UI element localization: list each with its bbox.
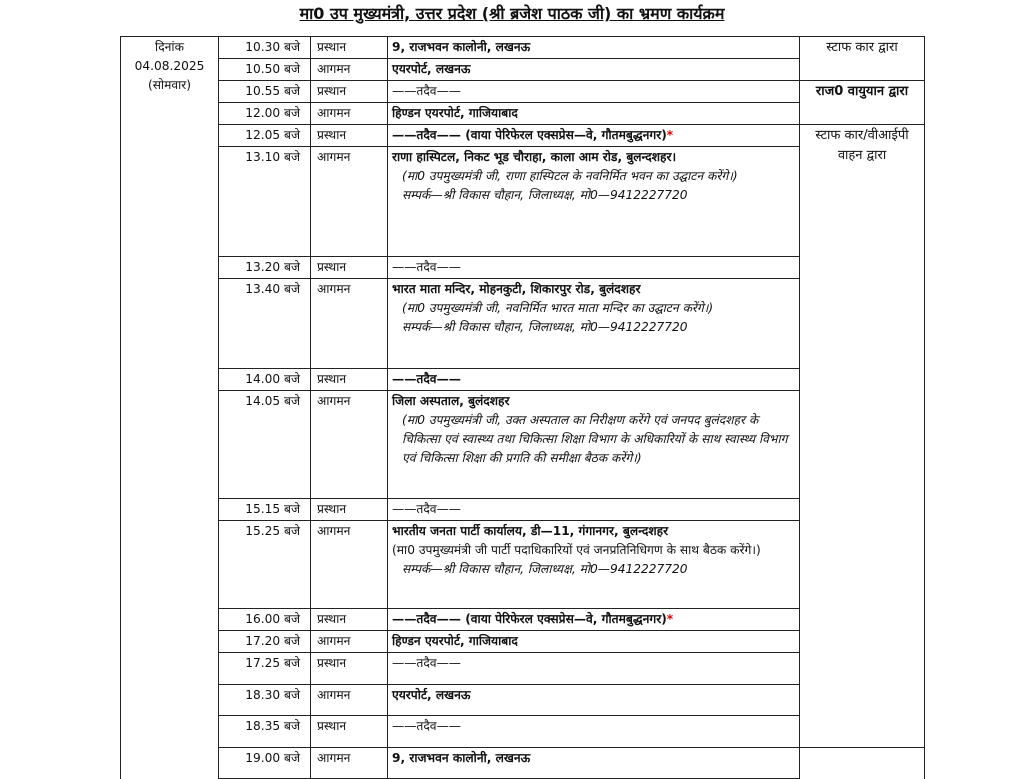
place-cell: [388, 716, 800, 748]
time-cell: 15.15 बजे: [219, 499, 311, 521]
time-cell: 10.30 बजे: [219, 37, 311, 59]
place-cell: [388, 499, 800, 521]
event-note: (मा0 उपमुख्यमंत्री जी, नवनिर्मित भारत माता मन्दिर का उद्घाटन करेंगे।): [402, 301, 714, 315]
date-cell: [121, 37, 219, 779]
type-cell: आगमन: [311, 103, 388, 125]
time-cell: 10.50 बजे: [219, 59, 311, 81]
place-cell: [388, 59, 800, 81]
type-cell: प्रस्थान: [311, 257, 388, 279]
type-cell: आगमन: [311, 747, 388, 779]
type-cell: प्रस्थान: [311, 653, 388, 685]
table-row: [121, 81, 925, 103]
time-cell: 10.55 बजे: [219, 81, 311, 103]
place-text: ——तदैव——: [392, 372, 461, 386]
place-cell: [388, 81, 800, 103]
type-cell: आगमन: [311, 279, 388, 369]
place-text: राणा हास्पिटल, निकट भूड चौराहा, काला आम रोड, बुलन्दशहर।: [392, 150, 677, 164]
place-text: ——तदैव——: [392, 84, 461, 98]
time-cell: 13.10 बजे: [219, 147, 311, 257]
time-cell: 13.40 बजे: [219, 279, 311, 369]
place-cell: [388, 521, 800, 609]
place-cell: [388, 125, 800, 147]
place-cell: [388, 747, 800, 779]
time-cell: 14.05 बजे: [219, 391, 311, 499]
place-cell: [388, 391, 800, 499]
place-text: हिण्डन एयरपोर्ट, गाजियाबाद: [392, 106, 518, 120]
date-value: 04.08.2025: [134, 59, 205, 73]
place-cell: [388, 257, 800, 279]
time-cell: 14.00 बजे: [219, 369, 311, 391]
place-text: एयरपोर्ट, लखनऊ: [392, 62, 471, 76]
itinerary-table: [120, 36, 925, 779]
place-text: 9, राजभवन कालोनी, लखनऊ: [392, 40, 531, 54]
time-cell: 17.20 बजे: [219, 631, 311, 653]
place-cell: [388, 279, 800, 369]
table-row: [121, 125, 925, 147]
table-row: [121, 747, 925, 779]
type-cell: प्रस्थान: [311, 37, 388, 59]
type-cell: आगमन: [311, 521, 388, 609]
type-cell: प्रस्थान: [311, 716, 388, 748]
place-cell: [388, 653, 800, 685]
time-cell: 12.05 बजे: [219, 125, 311, 147]
place-text: ——तदैव——: [392, 719, 461, 733]
place-text: ——तदैव—— (वाया पेरिफेरल एक्सप्रेस—वे, गौतमबुद्धनगर): [392, 128, 667, 142]
time-cell: 12.00 बजे: [219, 103, 311, 125]
place-cell: [388, 631, 800, 653]
place-cell: [388, 369, 800, 391]
place-text: ——तदैव——: [392, 502, 461, 516]
contact-text: सम्पर्क—श्री विकास चौहान, जिलाध्यक्ष, मो0—9412227720: [402, 320, 688, 334]
type-cell: प्रस्थान: [311, 369, 388, 391]
time-cell: 17.25 बजे: [219, 653, 311, 685]
type-cell: आगमन: [311, 59, 388, 81]
place-text: जिला अस्पताल, बुलंदशहर: [392, 394, 510, 408]
place-text: भारतीय जनता पार्टी कार्यालय, डी—11, गंगानगर, बुलन्दशहर: [392, 524, 669, 538]
place-cell: [388, 609, 800, 631]
time-cell: 19.00 बजे: [219, 747, 311, 779]
type-cell: प्रस्थान: [311, 609, 388, 631]
type-cell: आगमन: [311, 631, 388, 653]
asterisk-mark: *: [666, 612, 674, 626]
type-cell: प्रस्थान: [311, 81, 388, 103]
place-text: ——तदैव——: [392, 260, 461, 274]
event-note: (मा0 उपमुख्यमंत्री जी, राणा हास्पिटल के नवनिर्मित भवन का उद्घाटन करेंगे।): [402, 169, 738, 183]
type-cell: आगमन: [311, 684, 388, 716]
event-note: (मा0 उपमुख्यमंत्री जी, उक्त अस्पताल का निरीक्षण करेंगे एवं जनपद बुलंदशहर के चिकित्सा एवं स्वास्थ्य तथा चिकित्सा शिक्षा विभाग के अधिकारियों के साथ स्वास्थ्य विभाग एवं चिकित्सा शिक्षा की प्रगति की समीक्षा बैठक करेंगे।): [402, 413, 788, 465]
time-cell: 18.35 बजे: [219, 716, 311, 748]
place-text: ——तदैव——: [392, 656, 461, 670]
place-text: भारत माता मन्दिर, मोहनकुटी, शिकारपुर रोड, बुलंदशहर: [392, 282, 641, 296]
time-cell: 13.20 बजे: [219, 257, 311, 279]
event-note: (मा0 उपमुख्यमंत्री जी पार्टी पदाधिकारियों एवं जनप्रतिनिधिगण के साथ बैठक करेंगे।): [392, 543, 761, 557]
time-cell: 15.25 बजे: [219, 521, 311, 609]
transport-cell: राज0 वायुयान द्वारा: [800, 81, 925, 125]
contact-text: सम्पर्क—श्री विकास चौहान, जिलाध्यक्ष, मो0—9412227720: [402, 188, 688, 202]
transport-cell: स्टाफ कार/वीआईपी वाहन द्वारा: [800, 125, 925, 748]
type-cell: प्रस्थान: [311, 125, 388, 147]
day-value: (सोमवार): [147, 78, 192, 92]
place-text: 9, राजभवन कालोनी, लखनऊ: [392, 750, 531, 765]
time-cell: 16.00 बजे: [219, 609, 311, 631]
place-text: एयरपोर्ट, लखनऊ: [392, 687, 471, 702]
time-cell: 18.30 बजे: [219, 684, 311, 716]
place-cell: [388, 147, 800, 257]
type-cell: आगमन: [311, 391, 388, 499]
place-text: हिण्डन एयरपोर्ट, गाजियाबाद: [392, 634, 518, 648]
type-cell: आगमन: [311, 147, 388, 257]
contact-text: सम्पर्क—श्री विकास चौहान, जिलाध्यक्ष, मो0—9412227720: [402, 562, 688, 576]
type-cell: प्रस्थान: [311, 499, 388, 521]
table-row: [121, 37, 925, 59]
date-label: दिनांक: [155, 40, 184, 54]
place-cell: [388, 684, 800, 716]
asterisk-mark: *: [666, 128, 674, 142]
page-title: मा0 उप मुख्यमंत्री, उत्तर प्रदेश (श्री ब्रजेश पाठक जी) का भ्रमण कार्यक्रम: [299, 4, 725, 23]
transport-cell: स्टाफ कार द्वारा: [800, 37, 925, 81]
place-cell: [388, 37, 800, 59]
place-text: ——तदैव—— (वाया पेरिफेरल एक्सप्रेस—वे, गौतमबुद्धनगर): [392, 612, 667, 626]
place-cell: [388, 103, 800, 125]
